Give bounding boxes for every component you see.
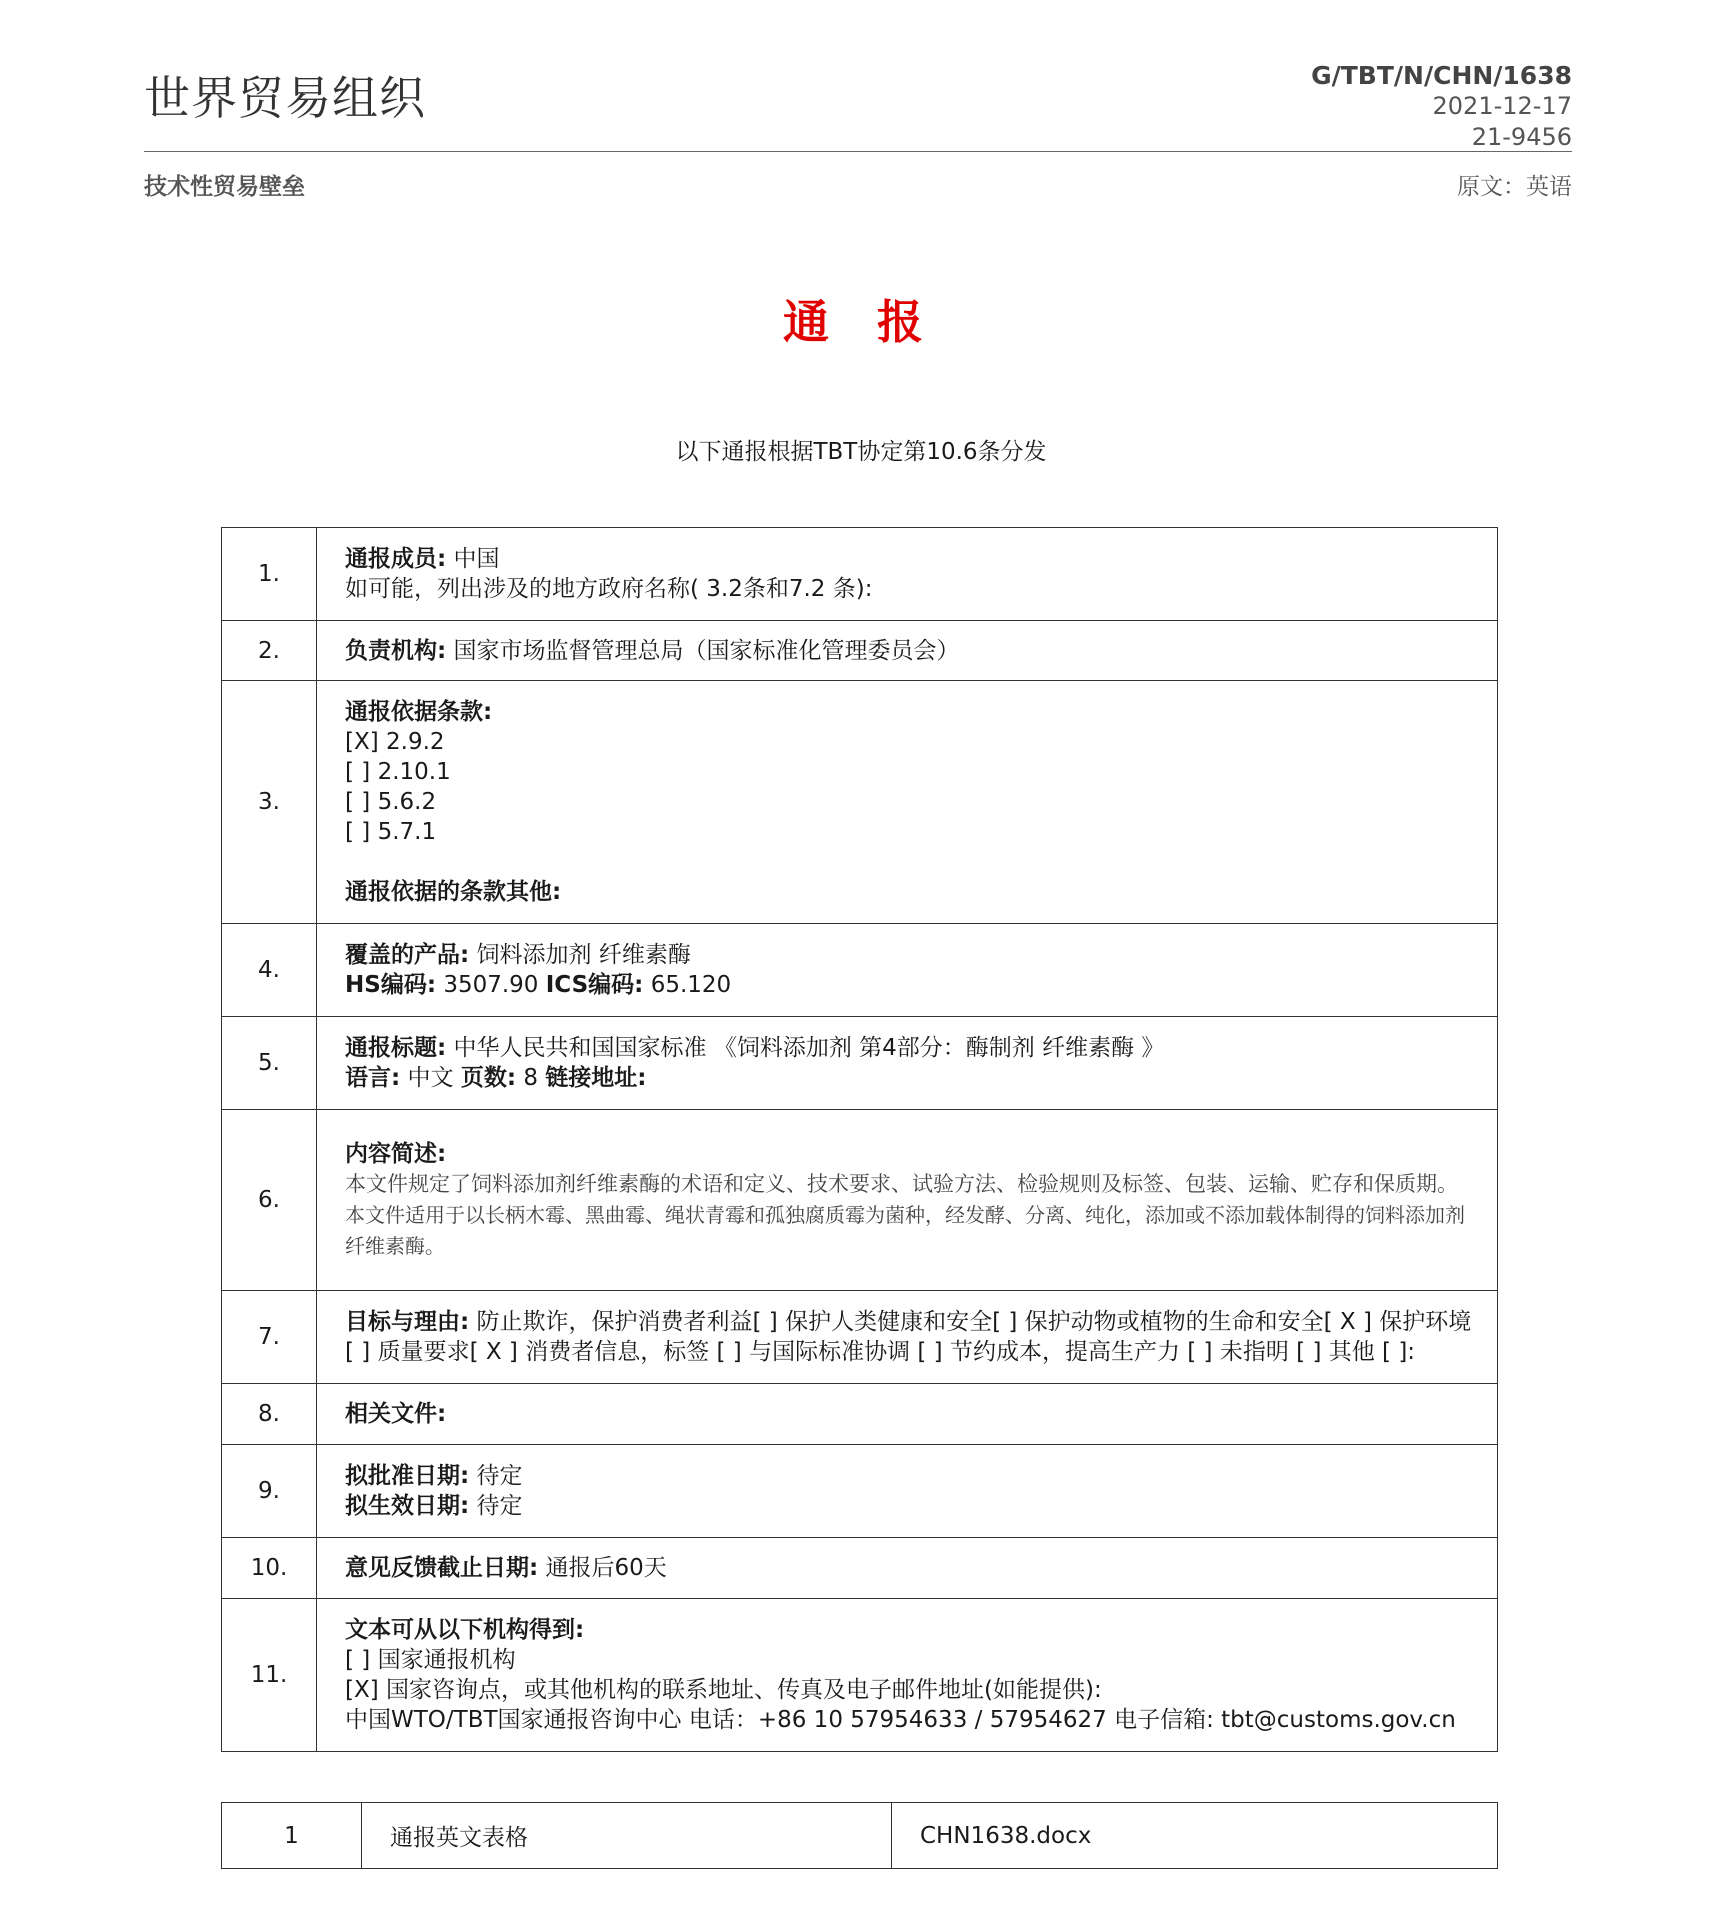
notice-subtitle: 以下通报根据TBT协定第10.6条分发: [675, 439, 1047, 465]
field-label: 通报标题:: [345, 1035, 447, 1061]
table-row: [222, 528, 1498, 621]
field-label: 链接地址:: [545, 1065, 647, 1091]
row-content: [317, 1445, 1498, 1538]
field-value: 中文: [400, 1065, 461, 1091]
field-label: 负责机构:: [345, 637, 447, 664]
field-label: 通报依据的条款其他:: [345, 879, 562, 905]
table-row: [222, 924, 1498, 1017]
row-number: 2.: [222, 621, 317, 681]
field-value: 国家市场监督管理总局（国家标准化管理委员会）: [446, 637, 960, 664]
field-value: 3507.90: [436, 972, 546, 998]
description-paragraph: 本文件适用于以长柄木霉、黑曲霉、绳状青霉和孤独腐质霉为菌种，经发酵、分离、纯化，添加或不添加载体制得的饲料添加剂纤维素酶。: [345, 1202, 1465, 1258]
table-row: [222, 1017, 1498, 1110]
table-row: [222, 1599, 1498, 1752]
organization-title: 世界贸易组织: [144, 71, 426, 125]
field-value: 饲料添加剂 纤维素酶: [469, 942, 691, 968]
table-row: [222, 1538, 1498, 1599]
field-value: 中国: [446, 546, 500, 572]
row-content: [317, 1538, 1498, 1599]
row-content: [317, 924, 1498, 1017]
row-number: 7.: [222, 1291, 317, 1384]
table-row: [222, 621, 1498, 681]
field-label: 通报成员:: [345, 546, 447, 572]
table-row: [222, 1291, 1498, 1384]
row-number: 10.: [222, 1538, 317, 1599]
field-label: 内容简述:: [345, 1140, 447, 1167]
header-divider: [144, 151, 1572, 152]
row-content: [317, 1291, 1498, 1384]
field-label: 意见反馈截止日期:: [345, 1555, 539, 1581]
checkbox-option: [X] 2.9.2: [345, 729, 445, 755]
field-label: 通报依据条款:: [345, 699, 493, 725]
field-note: 如可能，列出涉及的地方政府名称( 3.2条和7.2 条):: [345, 576, 873, 602]
row-content: [317, 1384, 1498, 1445]
field-label: 语言:: [345, 1065, 401, 1091]
field-value: 通报后60天: [538, 1555, 667, 1581]
table-row: [222, 1384, 1498, 1445]
document-date: 2021-12-17: [1432, 92, 1572, 120]
attachment-file-link[interactable]: CHN1638.docx: [892, 1803, 1498, 1869]
table-row: [222, 1110, 1498, 1291]
row-content: [317, 681, 1498, 924]
field-label: 相关文件:: [345, 1401, 447, 1427]
attachment-number: 1: [222, 1803, 362, 1869]
attachment-table: [221, 1802, 1498, 1869]
checkbox-option: [ ] 2.10.1: [345, 759, 451, 785]
document-reference: [1311, 60, 1572, 153]
row-content: [317, 1110, 1498, 1291]
attachment-name: 通报英文表格: [362, 1803, 892, 1869]
field-label: ICS编码:: [545, 972, 644, 998]
field-label: 拟批准日期:: [345, 1463, 470, 1489]
field-label: 目标与理由:: [345, 1309, 470, 1335]
notice-title: 通 报: [782, 295, 939, 349]
committee-name: 技术性贸易壁垒: [144, 174, 305, 200]
row-content: [317, 1599, 1498, 1752]
document-symbol: G/TBT/N/CHN/1638: [1311, 61, 1572, 90]
field-value: 65.120: [643, 972, 732, 998]
table-row: [222, 681, 1498, 924]
description-paragraph: 本文件规定了饲料添加剂纤维素酶的术语和定义、技术要求、试验方法、检验规则及标签、包装、运输、贮存和保质期。: [345, 1171, 1458, 1196]
field-value: 中华人民共和国国家标准 《饲料添加剂 第4部分：酶制剂 纤维素酶 》: [446, 1035, 1165, 1061]
checkbox-option: [X] 国家咨询点，或其他机构的联系地址、传真及电子邮件地址(如能提供):: [345, 1677, 1102, 1703]
field-label: 拟生效日期:: [345, 1493, 470, 1519]
checkbox-option: [ ] 国家通报机构: [345, 1647, 516, 1673]
field-value: 8: [516, 1065, 546, 1091]
field-value: 待定: [469, 1463, 523, 1489]
contact-info: 中国WTO/TBT国家通报咨询中心 电话：+86 10 57954633 / 57954627 电子信箱: tbt@customs.gov.cn: [345, 1707, 1456, 1733]
row-number: 11.: [222, 1599, 317, 1752]
row-number: 3.: [222, 681, 317, 924]
row-content: [317, 1017, 1498, 1110]
row-number: 6.: [222, 1110, 317, 1291]
row-number: 1.: [222, 528, 317, 621]
row-number: 4.: [222, 924, 317, 1017]
field-value: 待定: [469, 1493, 523, 1519]
row-number: 9.: [222, 1445, 317, 1538]
row-content: [317, 528, 1498, 621]
document-number: 21-9456: [1471, 123, 1572, 151]
field-label: 文本可从以下机构得到:: [345, 1617, 585, 1643]
table-row: [222, 1445, 1498, 1538]
notification-table: [221, 527, 1498, 1752]
row-number: 5.: [222, 1017, 317, 1110]
original-language: 原文：英语: [1457, 174, 1572, 200]
row-number: 8.: [222, 1384, 317, 1445]
field-label: HS编码:: [345, 972, 437, 998]
field-label: 覆盖的产品:: [345, 942, 470, 968]
field-label: 页数:: [460, 1065, 517, 1091]
checkbox-option: [ ] 5.7.1: [345, 819, 437, 845]
table-row: [222, 1803, 1498, 1869]
checkbox-option: [ ] 5.6.2: [345, 789, 437, 815]
row-content: [317, 621, 1498, 681]
field-value: 防止欺诈，保护消费者利益[ ] 保护人类健康和安全[ ] 保护动物或植物的生命和安全[ X ] 保护环境[ ] 质量要求[ X ] 消费者信息，标签 [ ] 与国际标准协调 [ ] 节约成本，提高生产力 [ ] 未指明 [ ] 其他 [ ]:: [345, 1309, 1472, 1365]
